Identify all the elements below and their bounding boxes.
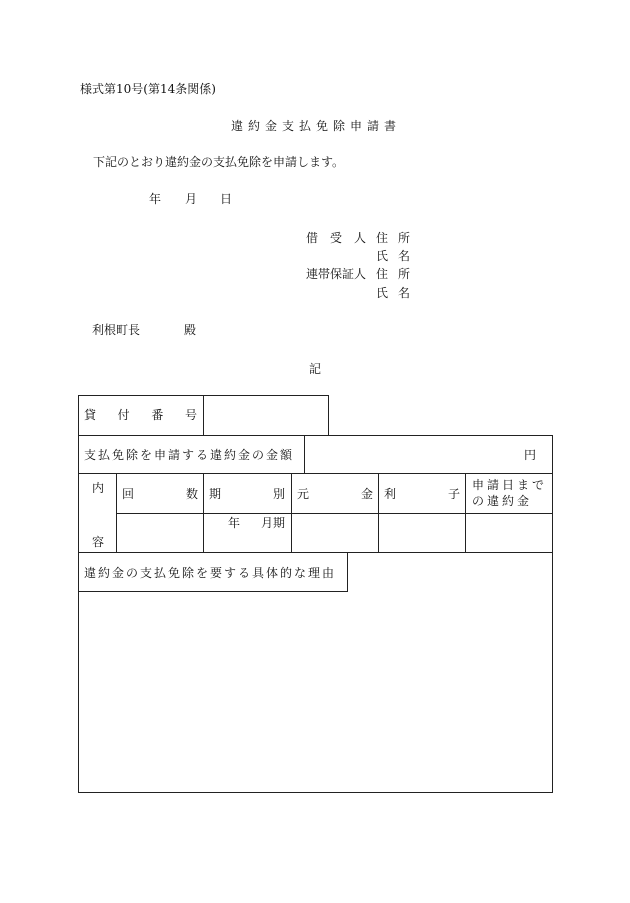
period-year-label: 年: [228, 516, 241, 530]
contents-label-top: 内: [92, 481, 105, 495]
guarantor-label: 連帯保証人: [306, 267, 367, 281]
guarantor-name-label: 氏 名: [376, 286, 410, 300]
divider: [304, 435, 305, 474]
addressee-town: 利根町長: [92, 323, 141, 337]
addressee-honorific: 殿: [184, 323, 197, 337]
guarantor-address-label: 住 所: [376, 267, 410, 281]
divider: [78, 552, 553, 553]
col-interest-header: 利 子: [384, 487, 460, 501]
borrower-label: [306, 231, 366, 245]
date-day-label: 日: [220, 192, 233, 206]
divider: [78, 591, 348, 592]
borrower-char-2: 受: [329, 231, 342, 245]
yen-unit: 円: [524, 448, 537, 462]
borrower-char-1: 借: [306, 231, 319, 245]
document-title: 違約金支払免除申請書: [231, 119, 402, 133]
loan-number-label: 貸 付 番 号: [84, 408, 197, 422]
reason-label: 違約金の支払免除を要する具体的な理由: [84, 566, 337, 580]
borrower-address-label: 住 所: [376, 231, 410, 245]
divider: [347, 552, 348, 592]
borrower-name-label: 氏 名: [376, 249, 410, 263]
col-principal-header: 元 金: [297, 487, 373, 501]
intro-text: 下記のとおり違約金の支払免除を申請します。: [93, 155, 345, 169]
date-year-label: 年: [149, 192, 162, 206]
contents-label-bottom: 容: [92, 535, 105, 549]
col-period-header: 期 別: [209, 487, 285, 501]
form-number: 様式第10号(第14条関係): [80, 82, 216, 96]
note-heading: 記: [309, 362, 322, 376]
amount-label: 支払免除を申請する違約金の金額: [84, 448, 295, 462]
col-penalty-header-line2: の違約金: [472, 494, 533, 508]
date-month-label: 月: [185, 192, 198, 206]
col-penalty-header-line1: 申請日まで: [472, 478, 548, 492]
period-term-label: 月期: [261, 516, 286, 530]
col-times-header: 回 数: [122, 487, 198, 501]
divider: [78, 473, 553, 474]
divider: [203, 395, 204, 436]
divider: [116, 513, 553, 514]
borrower-char-3: 人: [353, 231, 366, 245]
